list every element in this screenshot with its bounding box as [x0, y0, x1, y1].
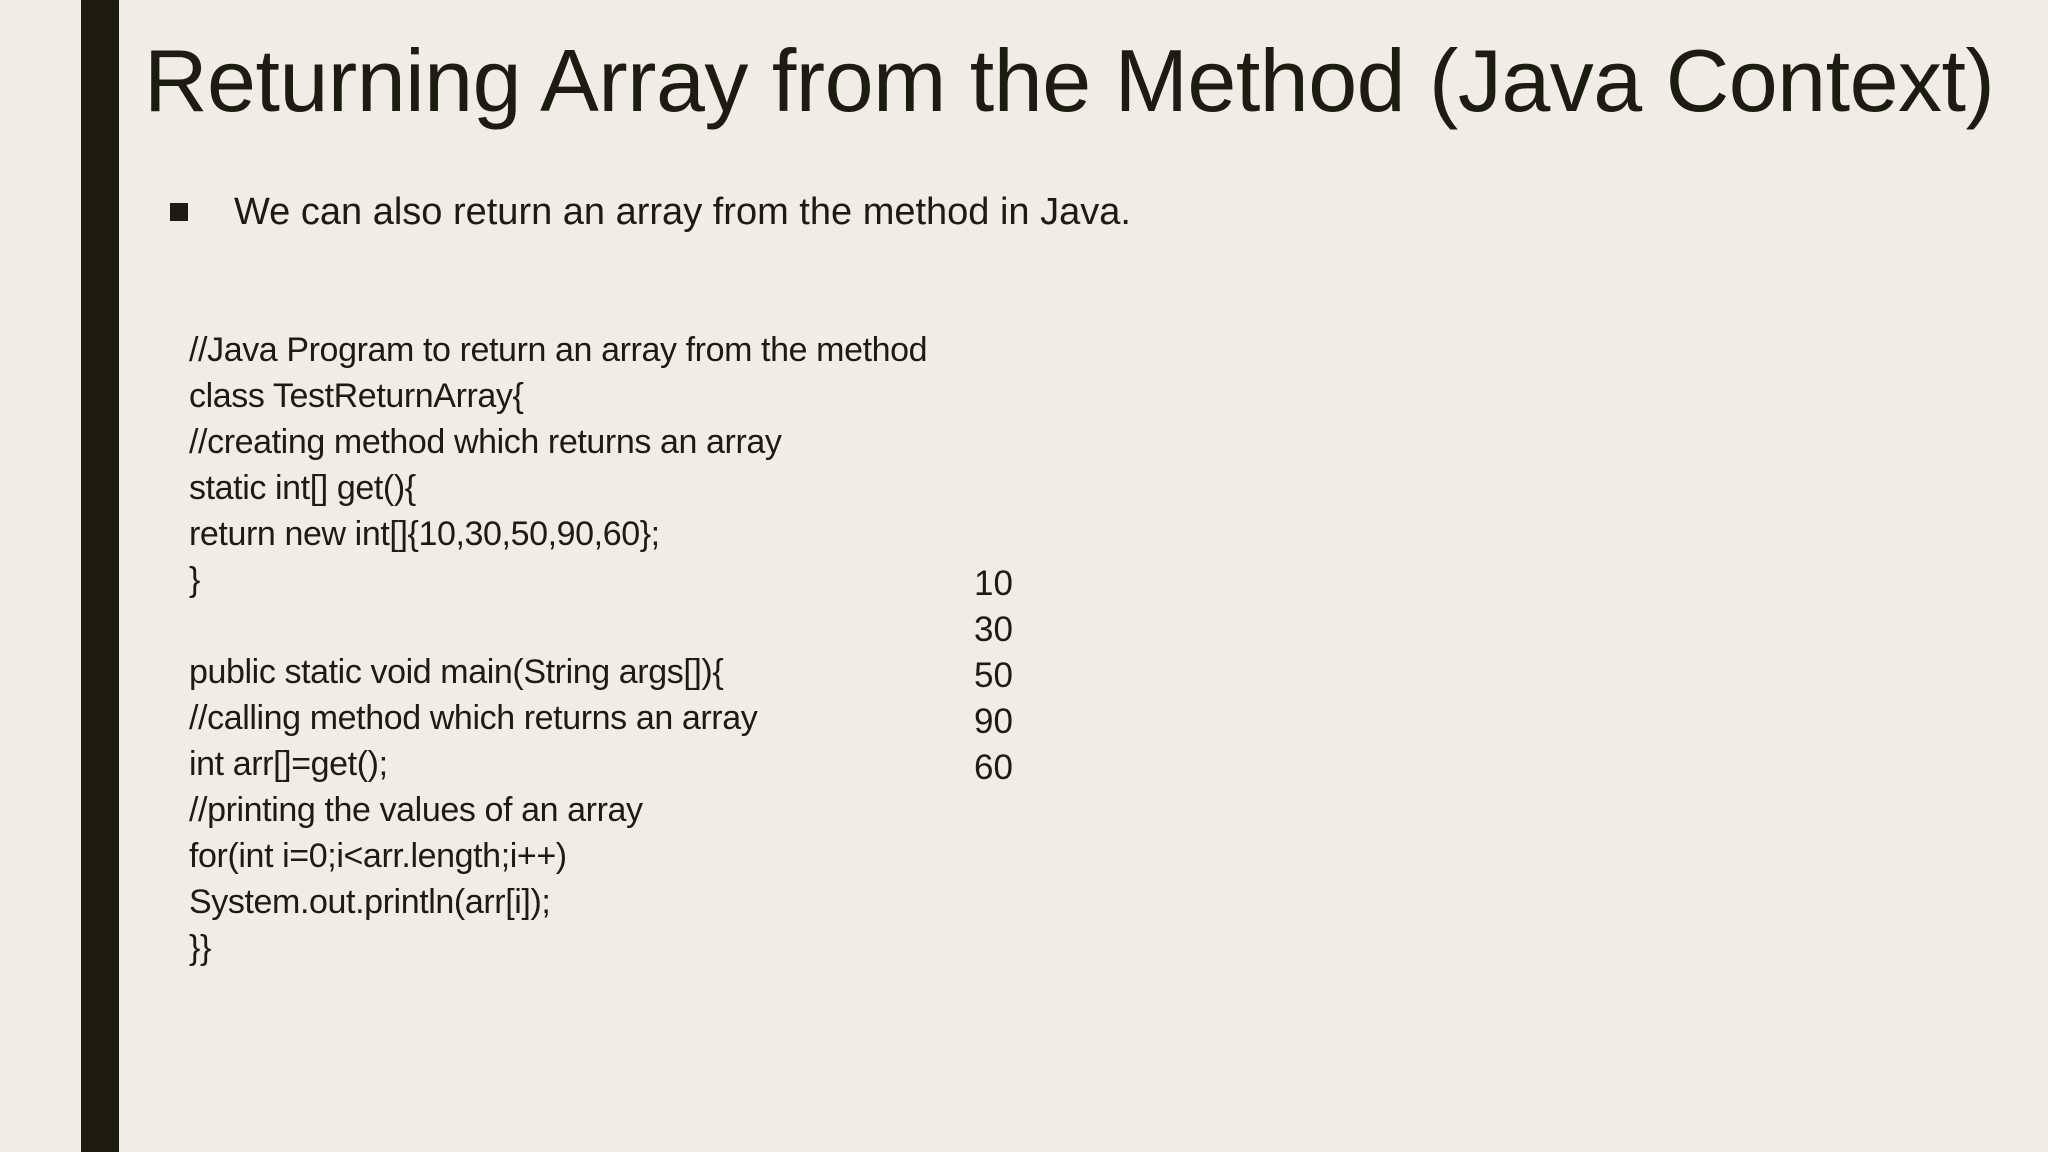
code-line: int arr[]=get();	[189, 745, 388, 783]
code-line: //creating method which returns an array	[189, 423, 782, 461]
code-line: class TestReturnArray{	[189, 377, 524, 415]
output-line: 90	[974, 702, 1013, 741]
output-line: 10	[974, 564, 1013, 603]
accent-bar	[81, 0, 119, 1152]
code-line: static int[] get(){	[189, 469, 416, 507]
slide-title: Returning Array from the Method (Java Context)	[144, 31, 1995, 130]
square-bullet-icon	[170, 203, 188, 221]
bullet-item	[170, 184, 1131, 240]
code-line: //calling method which returns an array	[189, 699, 758, 737]
code-line: }}	[189, 929, 211, 967]
code-line: //Java Program to return an array from the method	[189, 331, 928, 369]
code-line: //printing the values of an array	[189, 791, 643, 829]
bullet-text: We can also return an array from the method in Java.	[234, 191, 1131, 233]
code-line: public static void main(String args[]){	[189, 653, 724, 691]
output-line: 30	[974, 610, 1013, 649]
code-line: for(int i=0;i<arr.length;i++)	[189, 837, 567, 875]
output-line: 50	[974, 656, 1013, 695]
code-line-blank	[189, 603, 1089, 649]
output-line: 60	[974, 748, 1013, 787]
code-line: return new int[]{10,30,50,90,60};	[189, 515, 660, 553]
program-output	[974, 561, 1094, 791]
code-block	[189, 327, 1089, 971]
code-line: }	[189, 561, 200, 599]
code-line: System.out.println(arr[i]);	[189, 883, 551, 921]
